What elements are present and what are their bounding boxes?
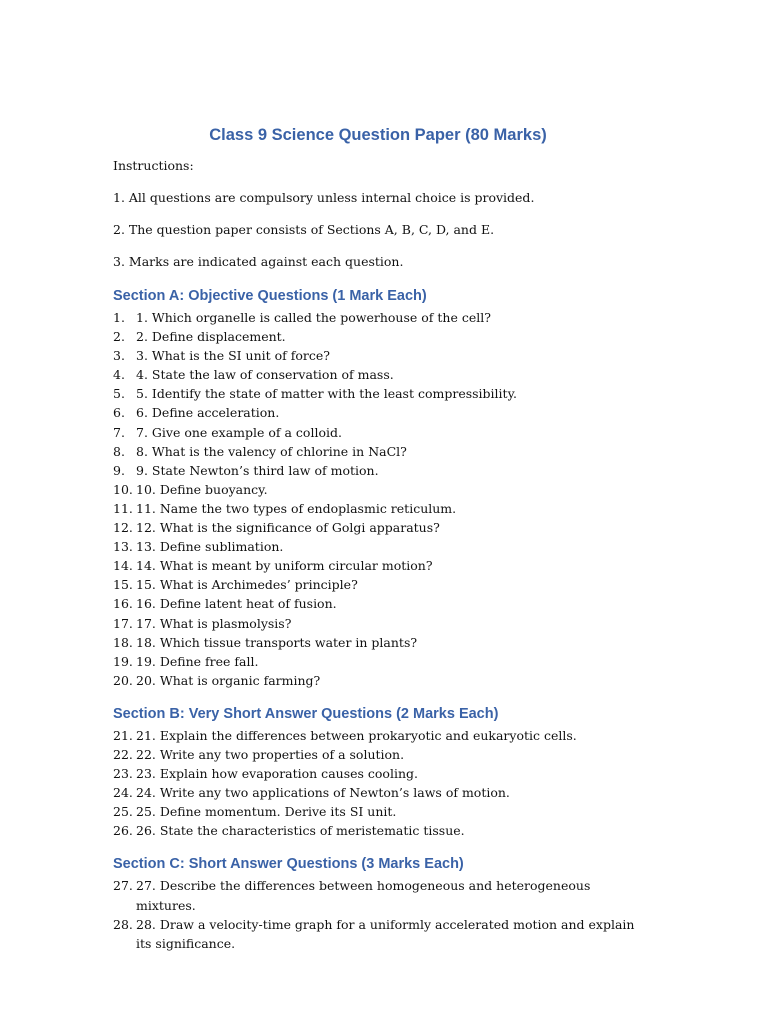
list-item [113,726,643,745]
question-list [113,726,643,841]
list-item [113,633,643,652]
list-number: 26. [113,823,133,839]
section-heading: Section B: Very Short Answer Questions (2 Marks Each) [113,705,499,722]
list-number: 3. [113,348,125,364]
instruction-item: 2. The question paper consists of Sections A, B, C, D, and E. [113,222,495,237]
list-number: 16. [113,596,133,612]
question-text: 27. Describe the differences between homogeneous and heterogeneous mixtures. [136,878,591,913]
list-item [113,365,643,384]
question-text: 18. Which tissue transports water in plants? [136,634,418,650]
question-text: 9. State Newton’s third law of motion. [136,462,379,478]
question-text: 6. Define acceleration. [136,405,280,421]
list-number: 2. [113,329,125,345]
list-number: 1. [113,310,125,325]
list-item [113,423,643,442]
list-number: 15. [113,577,133,593]
list-item [113,461,643,480]
question-text: 19. Define free fall. [136,653,259,669]
list-item [113,346,643,365]
list-item [113,327,643,346]
question-text: 23. Explain how evaporation causes cooling. [136,766,418,782]
question-text: 21. Explain the differences between prokaryotic and eukaryotic cells. [136,727,577,743]
list-item [113,499,643,518]
list-item [113,802,643,821]
section-heading: Section A: Objective Questions (1 Mark Each) [113,288,427,304]
question-list [113,308,643,690]
list-number: 22. [113,746,133,762]
section-heading: Section C: Short Answer Questions (3 Marks Each) [113,856,464,873]
list-number: 14. [113,558,133,574]
list-number: 19. [113,653,133,669]
list-number: 28. [113,916,133,932]
list-number: 21. [113,727,133,743]
page-title: Class 9 Science Question Paper (80 Marks) [209,126,547,144]
list-item [113,308,643,327]
list-item [113,384,643,403]
list-number: 27. [113,878,133,894]
list-item [113,745,643,764]
list-number: 10. [113,481,133,497]
sections-container [113,286,643,953]
list-item [113,518,643,537]
list-number: 11. [113,500,133,516]
instruction-item: 1. All questions are compulsory unless internal choice is provided. [113,190,535,205]
question-text: 26. State the characteristics of meristematic tissue. [136,823,465,839]
list-item [113,614,643,633]
list-item [113,821,643,840]
list-number: 18. [113,634,133,650]
question-text: 28. Draw a velocity-time graph for a uniformly accelerated motion and explain its significance. [136,916,635,951]
list-item [113,876,643,914]
list-number: 12. [113,520,133,536]
question-text: 5. Identify the state of matter with the least compressibility. [136,386,517,402]
list-number: 20. [113,672,133,688]
list-number: 4. [113,367,125,383]
question-text: 3. What is the SI unit of force? [136,348,331,364]
question-text: 11. Name the two types of endoplasmic reticulum. [136,500,457,516]
question-text: 25. Define momentum. Derive its SI unit. [136,804,397,820]
list-number: 6. [113,405,125,421]
question-text: 15. What is Archimedes’ principle? [136,577,358,593]
question-text: 17. What is plasmolysis? [136,615,292,631]
list-item [113,537,643,556]
document-page [113,124,643,967]
list-item [113,480,643,499]
list-item [113,764,643,783]
list-number: 9. [113,462,125,478]
question-text: 12. What is the significance of Golgi apparatus? [136,520,440,536]
question-text: 24. Write any two applications of Newton’s laws of motion. [136,785,510,801]
list-item [113,575,643,594]
list-item [113,671,643,690]
question-text: 4. State the law of conservation of mass. [136,367,394,383]
list-number: 8. [113,443,125,459]
list-item [113,556,643,575]
list-number: 5. [113,386,125,402]
list-item [113,442,643,461]
list-number: 13. [113,539,133,555]
list-item [113,652,643,671]
question-text: 22. Write any two properties of a solution. [136,746,405,762]
question-text: 10. Define buoyancy. [136,481,268,497]
question-text: 8. What is the valency of chlorine in NaCl? [136,443,407,459]
question-text: 7. Give one example of a colloid. [136,424,342,440]
list-item [113,594,643,613]
question-text: 20. What is organic farming? [136,672,321,688]
question-text: 1. Which organelle is called the powerhouse of the cell? [136,310,491,325]
question-text: 13. Define sublimation. [136,539,284,555]
list-number: 23. [113,766,133,782]
question-text: 2. Define displacement. [136,329,286,345]
list-number: 7. [113,424,125,440]
instruction-item: 3. Marks are indicated against each question. [113,254,404,269]
list-number: 25. [113,804,133,820]
list-item [113,403,643,422]
list-item [113,915,643,953]
list-number: 17. [113,615,133,631]
list-number: 24. [113,785,133,801]
list-item [113,783,643,802]
question-list [113,876,643,952]
question-text: 14. What is meant by uniform circular motion? [136,558,433,574]
question-text: 16. Define latent heat of fusion. [136,596,337,612]
instructions-heading: Instructions: [113,158,194,173]
